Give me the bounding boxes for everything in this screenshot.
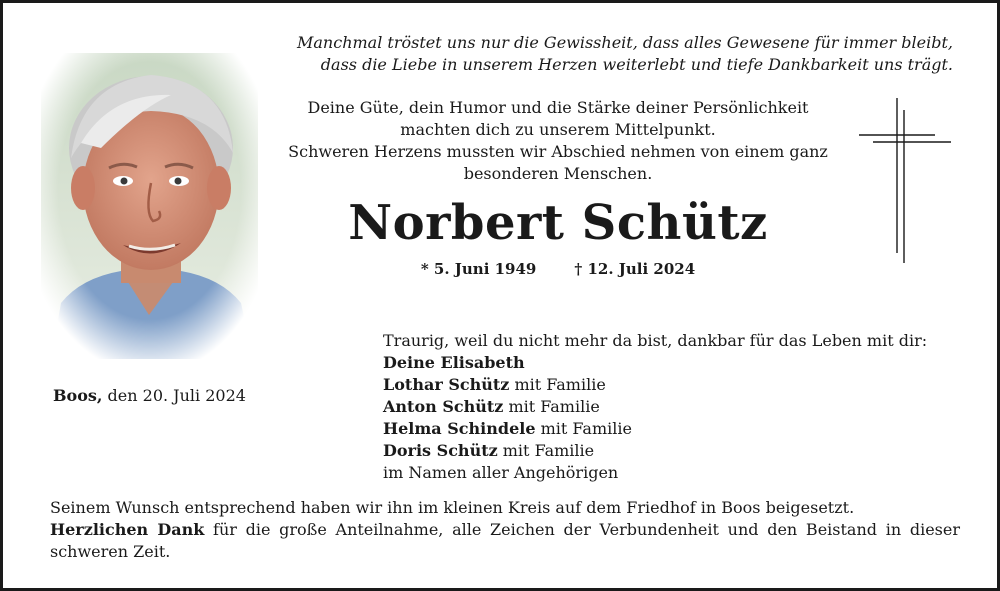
mourner-row	[383, 440, 973, 462]
mourner-row	[383, 396, 973, 418]
verse-line-4: besonderen Menschen.	[463, 164, 653, 183]
thanks-heading: Herzlichen Dank	[50, 520, 205, 539]
birth-date: * 5. Juni 1949	[420, 260, 537, 278]
quote-line-1: Manchmal tröstet uns nur die Gewissheit, dass alles Gewesene für immer bleibt,	[297, 33, 953, 52]
memorial-verse	[253, 97, 863, 185]
death-date: † 12. Juli 2024	[574, 260, 696, 278]
place-town: Boos,	[53, 386, 103, 405]
portrait-illustration	[41, 53, 258, 359]
burial-note: Seinem Wunsch entsprechend haben wir ihn im kleinen Kreis auf dem Friedhof in Boos beigesetzt.	[50, 498, 855, 517]
mourner-row	[383, 418, 973, 440]
mourner-name: Doris Schütz	[383, 441, 498, 460]
mourner-suffix: mit Familie	[503, 397, 600, 416]
mourner-name: Helma Schindele	[383, 419, 536, 438]
verse-line-3: Schweren Herzens mussten wir Abschied nehmen von einem ganz	[288, 142, 828, 161]
mourner-name: Lothar Schütz	[383, 375, 510, 394]
mourner-suffix: mit Familie	[497, 441, 595, 460]
place-date: den 20. Juli 2024	[102, 386, 246, 405]
portrait-photo	[41, 53, 258, 359]
verse-line-1: Deine Güte, dein Humor und die Stärke deiner Persönlichkeit	[307, 98, 809, 117]
mourner-name: Deine Elisabeth	[383, 353, 525, 372]
opening-quote	[233, 32, 953, 76]
mourners-intro: Traurig, weil du nicht mehr da bist, dankbar für das Leben mit dir:	[383, 331, 928, 350]
mourners-closing: im Namen aller Angehörigen	[383, 463, 619, 482]
verse-line-2: machten dich zu unserem Mittelpunkt.	[400, 120, 716, 139]
thanks-body: für die große Anteilnahme, alle Zeichen der Verbundenheit und den Beistand in dieser schweren Zeit.	[50, 520, 960, 561]
mourner-suffix: mit Familie	[535, 419, 632, 438]
place-and-date	[53, 385, 246, 407]
deceased-name: Norbert Schütz	[348, 195, 768, 251]
cross-icon	[855, 98, 955, 263]
mourner-row	[383, 352, 973, 374]
mourners-block	[383, 330, 973, 484]
footer-text	[50, 497, 960, 563]
mourner-name: Anton Schütz	[383, 397, 504, 416]
life-dates	[253, 259, 863, 279]
quote-line-2: dass die Liebe in unserem Herzen weiterlebt und tiefe Dankbarkeit uns trägt.	[320, 55, 953, 74]
mourner-row	[383, 374, 973, 396]
mourner-suffix: mit Familie	[509, 375, 606, 394]
thanks-note	[50, 519, 960, 563]
